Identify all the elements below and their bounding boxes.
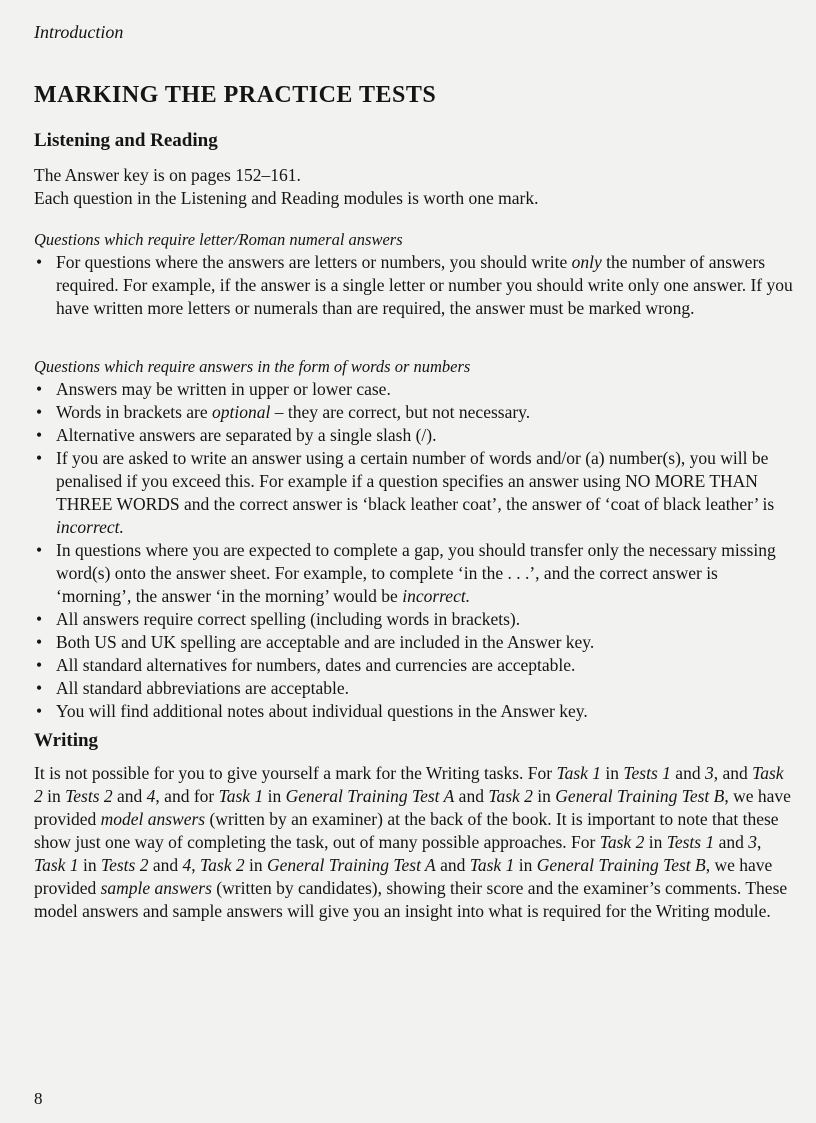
writing-paragraph: It is not possible for you to give yourself a mark for the Writing tasks. For Task 1 in Tests 1 and 3, and Task 2 in Tests 2 and 4, and for Task 1 in General Training Test A and Task 2 in General Training Test B, we have provided model answers (written by an examiner) at the back of the book. It is important to note that these show just one way of completing the task, out of many possible approaches. For Task 2 in Tests 1 and 3, Task 1 in Tests 2 and 4, Task 2 in General Training Test A and Task 1 in General Training Test B, we have provided sample answers (written by candidates), showing their score and the examiner’s comments. These model answers and sample answers will give you an insight into what is required for the Writing module. [34, 763, 791, 921]
list-item: • All standard alternatives for numbers, dates and currencies are acceptable. [34, 654, 794, 677]
words-section-heading: Questions which require answers in the form of words or numbers [34, 357, 471, 376]
page-title: MARKING THE PRACTICE TESTS [34, 82, 437, 108]
list-item: • All standard abbreviations are acceptable. [34, 677, 794, 700]
list-item: • Answers may be written in upper or lower case. [34, 378, 794, 401]
list-item: • Words in brackets are optional – they are correct, but not necessary. [34, 401, 794, 424]
listening-reading-intro [34, 164, 794, 210]
running-head: Introduction [34, 22, 124, 42]
list-item: • In questions where you are expected to complete a gap, you should transfer only the necessary missing word(s) onto the answer sheet. For example, to complete ‘in the . . .’, and the correct answer is ‘morning’, the answer ‘in the morning’ would be incorrect. [34, 539, 794, 608]
list-item: • You will find additional notes about individual questions in the Answer key. [34, 700, 794, 723]
words-bullet-list [34, 378, 794, 723]
writing-heading: Writing [34, 730, 99, 751]
answer-key-pages-line: The Answer key is on pages 152–161. [34, 165, 301, 185]
letters-section-heading: Questions which require letter/Roman numeral answers [34, 230, 403, 249]
list-item: • If you are asked to write an answer using a certain number of words and/or (a) number(s), you will be penalised if you exceed this. For example if a question specifies an answer using NO MORE THAN THREE WORDS and the correct answer is ‘black leather coat’, the answer of ‘coat of black leather’ is incorrect. [34, 447, 794, 539]
letters-bullet-list [34, 251, 794, 320]
list-item: • All answers require correct spelling (including words in brackets). [34, 608, 794, 631]
page-number: 8 [34, 1089, 43, 1108]
list-item: • Alternative answers are separated by a single slash (/). [34, 424, 794, 447]
listening-reading-heading: Listening and Reading [34, 130, 218, 151]
list-item: • For questions where the answers are letters or numbers, you should write only the number of answers required. For example, if the answer is a single letter or number you should write only one answer. If you have written more letters or numerals than are required, the answer must be marked wrong. [34, 251, 794, 320]
letters-section [34, 228, 794, 320]
list-item: • Both US and UK spelling are acceptable and are included in the Answer key. [34, 631, 794, 654]
words-section [34, 355, 794, 723]
one-mark-line: Each question in the Listening and Reading modules is worth one mark. [34, 188, 539, 208]
